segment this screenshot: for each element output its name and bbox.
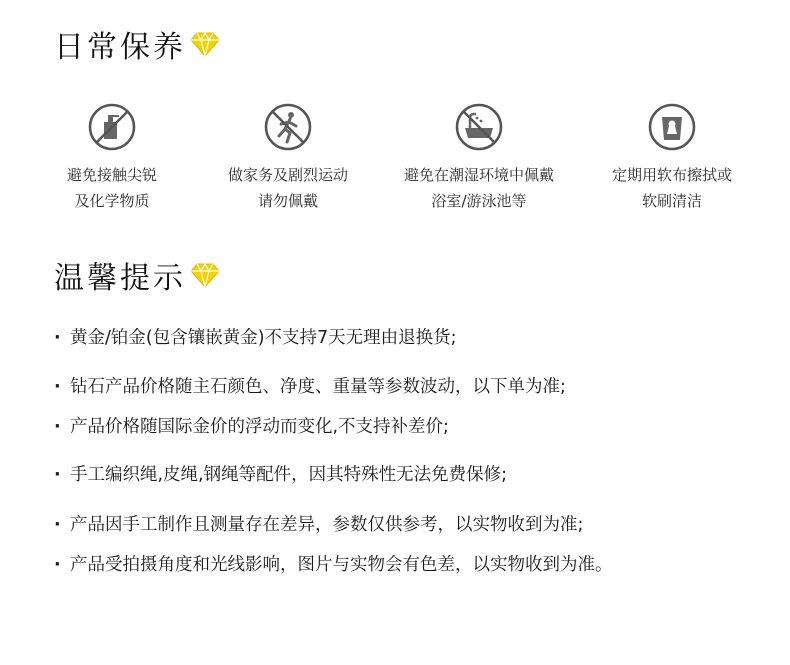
care-section-title	[54, 22, 220, 66]
no-bath-icon	[454, 102, 504, 152]
care-label: 做家务及剧烈运动 请勿佩戴	[227, 166, 348, 210]
care-item-bath	[379, 102, 579, 214]
tip-item: · 黄金/铂金(包含镶嵌黄金)不支持7天无理由退换货;	[54, 328, 457, 348]
tip-item: · 钻石产品价格随主石颜色、净度、重量等参数波动，以下单为准;	[54, 377, 566, 397]
bullet: ·	[54, 328, 61, 348]
care-title-text: 日常保养	[54, 30, 186, 65]
no-chemicals-icon	[87, 102, 137, 152]
bullet: ·	[54, 555, 61, 575]
care-label: 避免接触尖锐 及化学物质	[66, 166, 157, 210]
care-label: 避免在潮湿环境中佩戴 浴室/游泳池等	[403, 166, 554, 210]
care-grid	[0, 102, 790, 212]
care-item-cloth	[572, 102, 772, 214]
tip-item: · 产品价格随国际金价的浮动而变化,不支持补差价;	[54, 417, 449, 437]
bullet: ·	[54, 417, 61, 437]
care-label: 定期用软布擦拭或 软刷清洁	[611, 166, 732, 210]
care-item-chemicals	[12, 102, 212, 214]
tips-title-text: 温馨提示	[54, 261, 186, 296]
bullet: ·	[54, 515, 61, 535]
care-item-exercise	[188, 102, 388, 214]
diamond-icon	[190, 262, 220, 288]
bullet: ·	[54, 377, 61, 397]
no-exercise-icon	[263, 102, 313, 152]
tip-item: · 手工编织绳,皮绳,钢绳等配件，因其特殊性无法免费保修;	[54, 465, 508, 485]
tips-section-title	[54, 253, 220, 297]
tip-item: · 产品因手工制作且测量存在差异，参数仅供参考，以实物收到为准;	[54, 515, 584, 535]
cloth-clean-icon	[647, 102, 697, 152]
tip-item: · 产品受拍摄角度和光线影响，图片与实物会有色差，以实物收到为准。	[54, 555, 613, 575]
bullet: ·	[54, 465, 61, 485]
diamond-icon	[190, 31, 220, 57]
